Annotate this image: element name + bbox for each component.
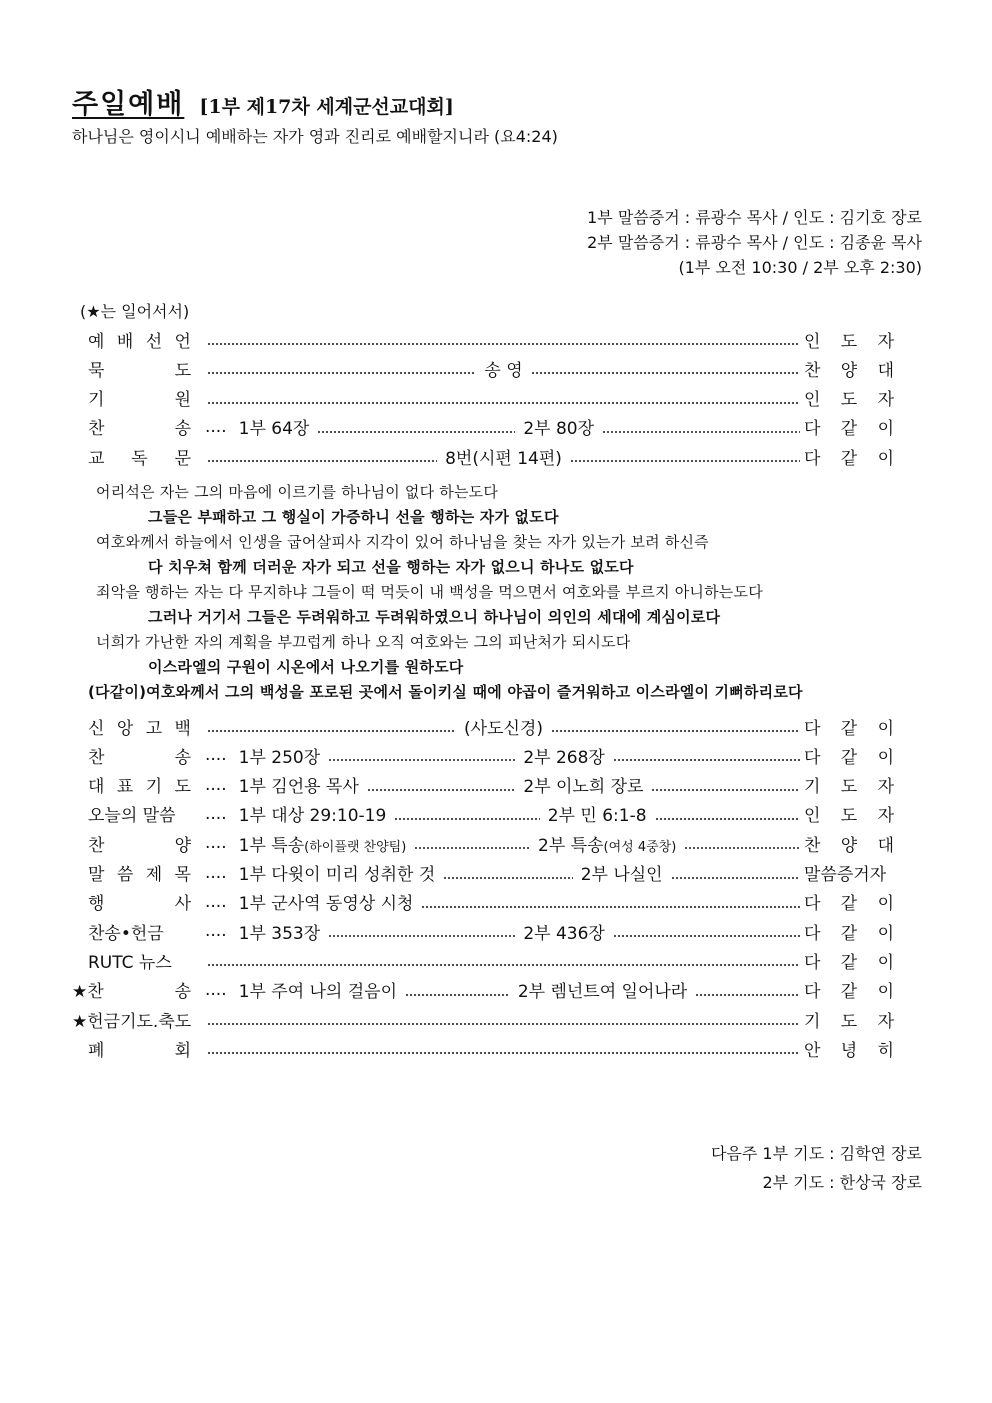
order-item-details [205,392,802,404]
order-item-role [804,772,894,797]
role-char: 다 [804,718,821,739]
lead-dots: .... [205,774,227,795]
order-row [88,946,894,974]
order-item-label [88,948,191,973]
leader-dots [613,935,800,937]
label-char: 송 [174,419,191,440]
title-row [72,82,454,121]
order-item-details [205,714,802,739]
standing-note: (★는 일어서서) [80,302,190,321]
role-char: 안 [804,1040,821,1061]
order-item-detail: 2부 렘넌트여 일어나라 [517,982,688,1003]
label-char: 찬 [88,419,105,440]
reading-line: 그러나 거기서 그들은 두려워하고 두려워하였으니 하나님이 의인의 세대에 계심이로다 [148,608,721,626]
leader-dots [207,402,800,404]
label-char: 백 [174,718,191,739]
role-char: 대 [877,360,894,381]
order-item-detail: 1부 다윗이 미리 성취한 것 [238,865,436,885]
leaders-line-1: 1부 말씀증거 : 류광수 목사 / 인도 : 김기호 장로 [587,208,922,227]
label-char: 대 [88,777,105,798]
lead-dots: .... [205,833,227,854]
leader-dots [443,877,572,879]
label-char: 제 [145,865,163,885]
order-row [88,888,894,916]
lead-dots: .... [205,921,227,942]
order-item-detail: 8번(시편 14편) [445,448,562,469]
role-char: 같 [840,448,858,469]
reading-line: (다같이)여호와께서 그의 백성을 포로된 곳에서 돌이키실 때에 야곱이 즐거워하고 이스라엘이 기뻐하리로다 [88,683,803,701]
order-row [88,413,894,441]
order-item-role [804,356,894,381]
order-item-detail: 2부 민 6:1-8 [547,806,647,827]
leader-dots [207,1052,800,1054]
role-char: 다 [804,747,821,768]
next-week-prayer-2: 2부 기도 : 한상국 장로 [762,1173,922,1192]
role-char: 도 [840,806,858,827]
order-item-label [88,714,191,739]
label-char: 송 [174,747,191,768]
label-char: 독 [131,448,148,469]
order-row [72,976,894,1004]
label-char: 말 [88,865,105,885]
order-row [88,384,894,412]
order-item-details [205,1013,802,1025]
label-char: 교 [88,448,105,469]
order-item-role [804,714,894,739]
leader-dots [570,460,800,462]
order-item-detail: 1부 64장 [238,419,310,440]
order-item-label [72,977,191,1002]
order-item-details [205,444,802,469]
role-char: 같 [840,718,858,739]
leader-dots [328,935,515,937]
leader-dots [421,906,800,908]
order-item-label [88,801,191,826]
leader-dots [207,343,800,345]
order-item-label [72,1007,191,1032]
label-char: 찬 [88,835,105,856]
role-char: 다 [804,419,821,440]
role-char: 도 [840,1011,858,1032]
order-item-role [804,444,894,469]
reading-line: 여호와께서 하늘에서 인생을 굽어살피사 지각이 있어 하나님을 찾는 자가 있는가 보려 하신즉 [96,533,709,551]
order-item-role [804,1036,894,1061]
leader-dots [695,994,800,996]
leader-dots [531,372,800,374]
label-char: 원 [174,390,191,411]
role-char: 도 [840,331,858,352]
order-item-role [804,801,894,826]
leader-dots [602,431,800,433]
order-row [88,354,894,382]
next-week-prayer-1: 다음주 1부 기도 : 김학연 장로 [710,1144,922,1163]
role-char: 이 [877,419,894,440]
role-char: 같 [840,952,858,973]
leader-dots [394,818,539,820]
leader-dots [207,730,456,732]
page-title: 주일예배 [72,89,185,120]
order-item-role [804,743,894,768]
label-char: 씀 [116,865,134,885]
role-char: 다 [804,894,821,915]
role-char: 이 [877,952,894,973]
order-row [88,859,894,887]
leader-dots [551,730,800,732]
role-char: 양 [840,835,858,856]
order-item-label [88,772,191,797]
order-item-detail: 2부 268장 [523,747,605,768]
reading-line: 죄악을 행하는 자는 다 무지하냐 그들이 떡 먹듯이 내 백성을 먹으면서 여호와를 부르지 아니하는도다 [96,583,763,601]
role-char: 녕 [840,1040,858,1061]
order-item-label [88,1036,191,1061]
order-item-detail: 2부 나실인 [580,865,663,885]
order-row [88,1034,894,1062]
label-char: 신 [88,718,105,739]
role-char: 이 [877,448,894,469]
label-char: 사 [174,894,191,915]
order-item-detail: 1부 군사역 동영상 시청 [238,894,414,915]
leader-dots [207,372,476,374]
role-char: 양 [840,360,858,381]
label-char: RUTC 뉴스 [88,952,172,973]
label-char: 표 [116,777,134,798]
role-char: 도 [840,390,858,411]
leader-dots [405,994,510,996]
order-row [88,712,894,740]
role-char: 다 [804,448,821,469]
label-char: 도 [174,360,191,381]
lead-dots: .... [205,862,227,883]
order-row [88,800,894,828]
order-item-details [205,977,802,1002]
leader-dots [207,460,437,462]
role-char: 다 [804,923,821,944]
label-char: 배 [116,331,134,352]
leaders-line-2: 2부 말씀증거 : 류광수 목사 / 인도 : 김종윤 목사 [587,233,922,252]
role-char: 이 [877,982,894,1003]
label-char: 송 [174,982,191,1003]
role-char: 같 [840,419,858,440]
reading-line: 이스라엘의 구원이 시온에서 나오기를 원하도다 [148,658,464,676]
role-char: 같 [840,894,858,915]
role-char: 자 [877,806,894,827]
label-char: 기 [88,390,105,411]
leader-dots [414,847,530,849]
lead-dots: .... [205,891,227,912]
order-item-details [205,801,802,826]
role-char: 찬 [804,360,821,381]
order-item-details [205,333,802,345]
order-item-label [88,831,191,856]
label-char: 찬송•헌금 [88,923,164,944]
role-char: 다 [804,982,821,1003]
role-char: 자 [877,1011,894,1032]
role-char: 다 [804,952,821,973]
order-item-note: (하이플랫 찬양팀) [304,839,407,855]
label-char: 묵 [88,360,105,381]
role-char: 이 [877,718,894,739]
order-item-details [205,860,802,885]
label-char: ★찬 [72,982,104,1003]
label-char: 찬 [88,747,105,768]
role-char: 기 [804,777,821,798]
order-item-detail: 2부 436장 [523,923,605,944]
role-char: 이 [877,923,894,944]
label-char: 오늘의 말씀 [88,806,176,827]
reading-line: 어리석은 자는 그의 마음에 이르기를 하나님이 없다 하는도다 [96,483,499,501]
order-item-role [804,385,894,410]
order-item-detail: 1부 특송(하이플랫 찬양팀) [238,835,407,856]
label-char: 폐 [88,1040,105,1061]
order-item-role [804,1007,894,1032]
lead-dots: .... [205,979,227,1000]
order-item-details [205,954,802,966]
title-note: [1부 제17차 세계군선교대회] [199,96,454,118]
order-item-label [88,919,191,944]
order-item-label [88,414,191,439]
role-char: 이 [877,894,894,915]
order-item-role [804,919,894,944]
role-char: 자 [877,777,894,798]
leader-dots [671,877,800,879]
label-char: 양 [174,835,191,856]
order-item-details [205,772,802,797]
leader-dots [317,431,515,433]
scripture-verse: 하나님은 영이시니 예배하는 자가 영과 진리로 예배할지니라 (요4:24) [72,127,558,146]
role-char: 자 [877,390,894,411]
service-times: (1부 오전 10:30 / 2부 오후 2:30) [678,258,922,277]
order-item-label [88,860,191,885]
order-row [88,325,894,353]
order-item-detail: 1부 김언용 목사 [238,777,359,798]
role-char: 같 [840,747,858,768]
order-row [88,771,894,799]
label-char: 기 [145,777,163,798]
order-item-detail: 송 영 [484,360,523,381]
lead-dots: .... [205,803,227,824]
order-item-label [88,743,191,768]
order-item-detail: 2부 80장 [523,419,595,440]
order-item-detail: 1부 대상 29:10-19 [238,806,387,827]
order-item-detail: 1부 주여 나의 걸음이 [238,982,398,1003]
lead-dots: .... [205,745,227,766]
order-item-role [804,860,894,885]
leader-dots [207,1023,800,1025]
leader-dots [613,759,800,761]
label-char: 회 [174,1040,191,1061]
label-char: 예 [88,331,105,352]
order-item-note: (여성 4중창) [603,839,677,855]
order-row [88,442,894,470]
leader-dots [207,964,800,966]
role-char: 인 [804,331,821,352]
order-item-details [205,831,802,856]
label-char: 고 [145,718,163,739]
reading-line: 너희가 가난한 자의 계획을 부끄럽게 하나 오직 여호와는 그의 피난처가 되시도다 [96,633,631,651]
label-char: 행 [88,894,105,915]
order-item-label [88,889,191,914]
order-item-detail: 2부 특송(여성 4중창) [538,835,677,856]
order-row [72,1005,894,1033]
order-item-label [88,385,191,410]
order-item-details [205,356,802,381]
leader-dots [655,818,800,820]
order-row [88,829,894,857]
order-item-label [88,444,191,469]
order-item-details [205,919,802,944]
order-row [88,917,894,945]
leader-dots [684,847,800,849]
label-char: 앙 [116,718,134,739]
role-char: 말씀증거자 [804,865,887,885]
lead-dots: .... [205,416,227,437]
role-char: 자 [877,331,894,352]
leader-dots [328,759,515,761]
order-item-role [804,977,894,1002]
role-char: 같 [840,923,858,944]
role-char: 이 [877,747,894,768]
role-char: 인 [804,390,821,411]
order-item-label [88,356,191,381]
order-item-details [205,1042,802,1054]
label-char: 목 [174,865,191,885]
reading-line: 다 치우쳐 함께 더러운 자가 되고 선을 행하는 자가 없으니 하나도 없도다 [148,558,634,576]
leader-dots [651,789,800,791]
order-item-detail: (사도신경) [464,718,543,739]
order-item-detail: 2부 이노희 장로 [523,777,644,798]
leader-dots [367,789,516,791]
order-item-role [804,414,894,439]
label-char: 선 [145,331,163,352]
order-item-details [205,414,802,439]
order-item-details [205,743,802,768]
reading-line: 그들은 부패하고 그 행실이 가증하니 선을 행하는 자가 없도다 [148,508,559,526]
role-char: 히 [877,1040,894,1061]
label-char: ★헌금기도.축도 [72,1011,192,1032]
order-item-details [205,889,802,914]
order-item-role [804,327,894,352]
label-char: 언 [174,331,191,352]
order-item-label [88,327,191,352]
label-char: 도 [174,777,191,798]
role-char: 찬 [804,835,821,856]
role-char: 기 [804,1011,821,1032]
order-item-role [804,831,894,856]
label-char: 문 [174,448,191,469]
role-char: 인 [804,806,821,827]
order-item-detail: 1부 250장 [238,747,321,768]
order-item-detail: 1부 353장 [238,923,321,944]
role-char: 대 [877,835,894,856]
role-char: 도 [840,777,858,798]
order-item-role [804,948,894,973]
role-char: 같 [840,982,858,1003]
order-row [88,741,894,769]
order-item-role [804,889,894,914]
